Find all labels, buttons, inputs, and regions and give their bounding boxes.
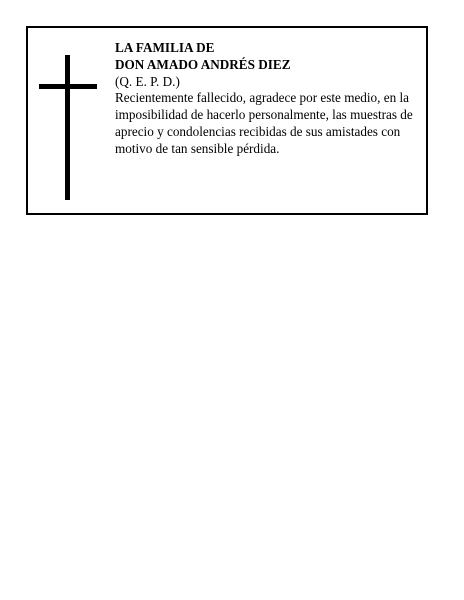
obituary-notice	[26, 26, 428, 215]
notice-text	[115, 40, 427, 158]
notice-body: Recientemente fallecido, agradece por este medio, en la imposibilidad de hacerlo personalmente, las muestras de aprecio y condolencias recibidas de sus amistades con motivo de tan sensible pérdida.	[115, 90, 413, 156]
cross-vertical-bar	[65, 55, 70, 200]
heading-family: LA FAMILIA DE	[115, 40, 215, 55]
qepd-text: (Q. E. P. D.)	[115, 73, 180, 89]
cross-horizontal-bar	[39, 84, 97, 89]
cross-icon	[39, 55, 99, 200]
heading-deceased-name: DON AMADO ANDRÉS DIEZ	[115, 56, 291, 72]
